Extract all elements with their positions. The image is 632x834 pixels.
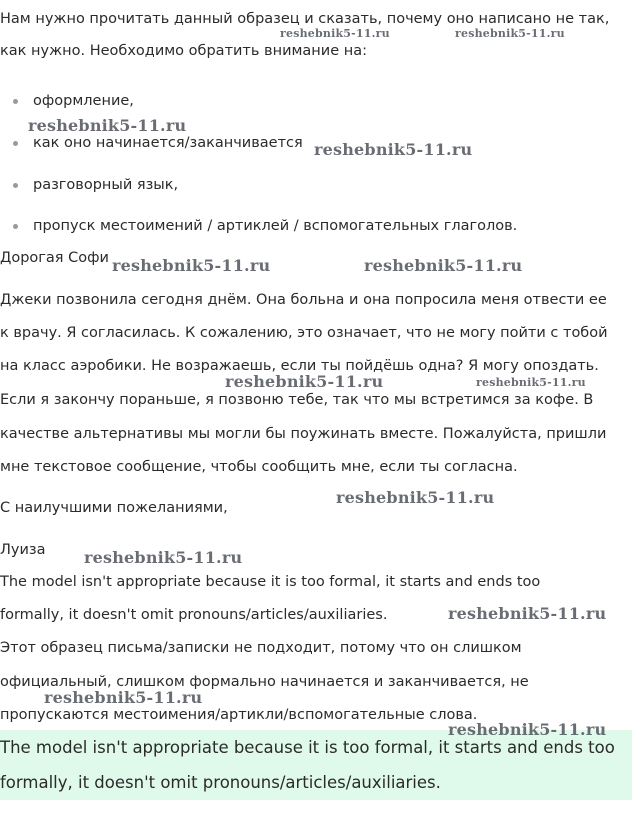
list-item-text: как оно начинается/заканчивается <box>33 135 303 151</box>
letter-body-line: мне текстовое сообщение, чтобы сообщить мне, если ты согласна. <box>0 459 518 475</box>
bullet-dot-icon <box>13 141 18 146</box>
intro-line-2: как нужно. Необходимо обратить внимание на: <box>0 43 367 59</box>
letter-closing: С наилучшими пожеланиями, <box>0 500 228 516</box>
watermark-logo: reshebnik5-11.ru <box>364 256 523 275</box>
explanation-line: официальный, слишком формально начинается и заканчивается, не <box>0 674 529 690</box>
list-item-text: разговорный язык, <box>33 177 179 193</box>
watermark-logo: reshebnik5-11.ru <box>112 256 271 275</box>
answer-box <box>0 730 632 800</box>
list-item-text: оформление, <box>33 93 134 109</box>
bullet-dot-icon <box>13 99 18 104</box>
letter-body-line: на класс аэробики. Не возражаешь, если ты пойдёшь одна? Я могу опоздать. <box>0 358 599 374</box>
letter-greeting: Дорогая Софи <box>0 250 109 266</box>
watermark-logo: reshebnik5-11.ru <box>336 488 495 507</box>
watermark-logo: reshebnik5-11.ru <box>44 688 203 707</box>
bullet-dot-icon <box>13 224 18 229</box>
watermark-logo: reshebnik5-11.ru <box>225 372 384 391</box>
watermark-logo: reshebnik5-11.ru <box>448 604 607 623</box>
intro-line-1: Нам нужно прочитать данный образец и сказать, почему оно написано не так, <box>0 11 610 27</box>
watermark-logo: reshebnik5-11.ru <box>280 27 390 40</box>
watermark-logo: reshebnik5-11.ru <box>314 140 473 159</box>
watermark-logo: reshebnik5-11.ru <box>455 27 565 40</box>
letter-body-line: Джеки позвонила сегодня днём. Она больна и она попросила меня отвести ее <box>0 292 607 308</box>
watermark-logo: reshebnik5-11.ru <box>84 548 243 567</box>
answer-line: The model isn't appropriate because it is too formal, it starts and ends too <box>0 738 615 757</box>
answer-line: formally, it doesn't omit pronouns/articles/auxiliaries. <box>0 773 441 792</box>
explanation-line: formally, it doesn't omit pronouns/articles/auxiliaries. <box>0 607 388 623</box>
letter-body-line: к врачу. Я согласилась. К сожалению, это означает, что не могу пойти с тобой <box>0 325 608 341</box>
explanation-line: The model isn't appropriate because it is too formal, it starts and ends too <box>0 574 541 590</box>
watermark-logo: reshebnik5-11.ru <box>448 720 607 739</box>
letter-body-line: качестве альтернативы мы могли бы поужинать вместе. Пожалуйста, пришли <box>0 426 607 442</box>
letter-body-line: Если я закончу пораньше, я позвоню тебе, так что мы встретимся за кофе. В <box>0 392 594 408</box>
watermark-logo: reshebnik5-11.ru <box>476 376 586 389</box>
watermark-logo: reshebnik5-11.ru <box>28 116 187 135</box>
bullet-dot-icon <box>13 183 18 188</box>
explanation-line: пропускаются местоимения/артикли/вспомогательные слова. <box>0 707 478 723</box>
letter-signature: Луиза <box>0 542 46 558</box>
explanation-line: Этот образец письма/записки не подходит, потому что он слишком <box>0 640 522 656</box>
list-item-text: пропуск местоимений / артиклей / вспомогательных глаголов. <box>33 218 518 234</box>
